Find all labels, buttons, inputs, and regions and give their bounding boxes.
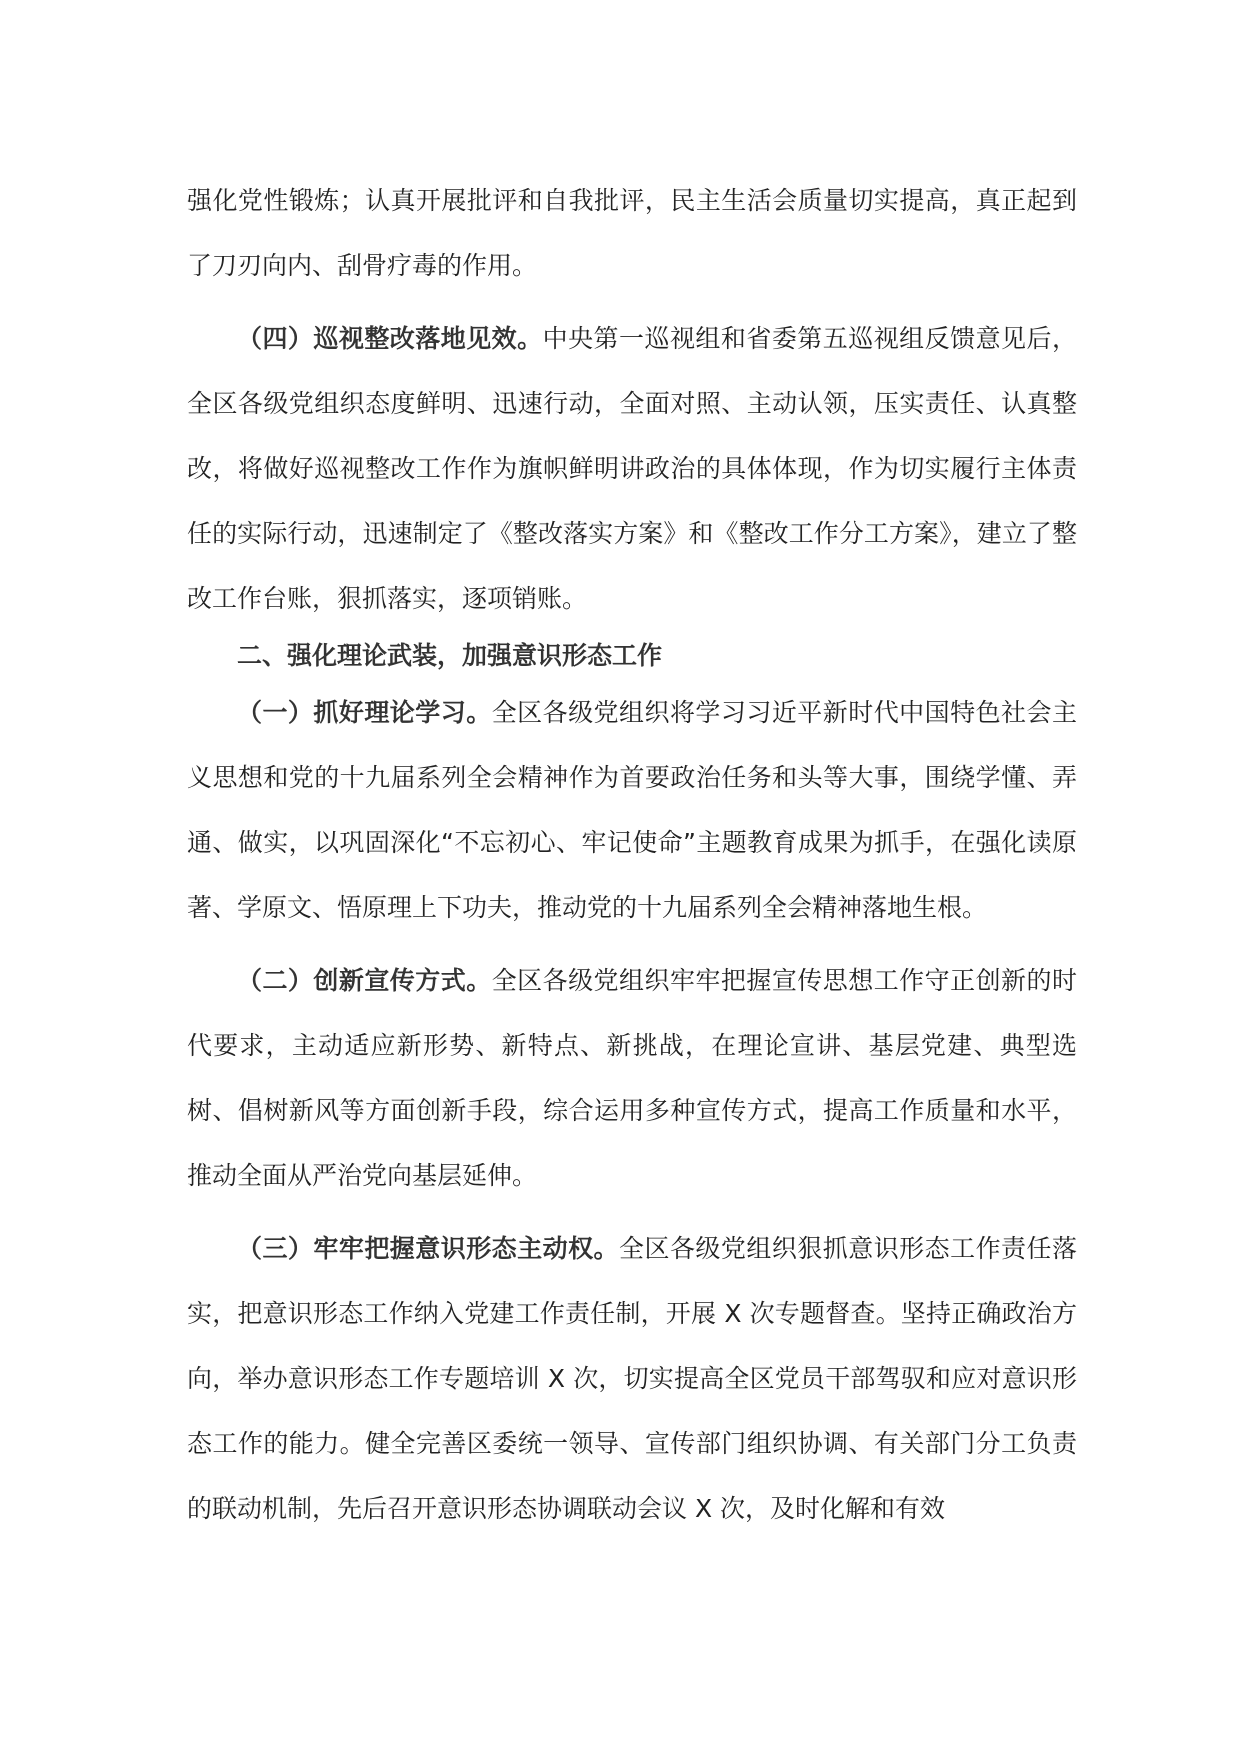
paragraph-publicity-innovation [187, 948, 1077, 1208]
document-page [187, 168, 1077, 1541]
paragraph-text: 全区各级党组织牢牢把握宣传思想工作守正创新的时代要求，主动适应新形势、新特点、新挑战，在理论宣讲、基层党建、典型选树、倡树新风等方面创新手段，综合运用多种宣传方式，提高工作质量和水平，推动全面从严治党向基层延伸。 [187, 966, 1077, 1190]
paragraph-text: 全区各级党组织将学习习近平新时代中国特色社会主义思想和党的十九届系列全会精神作为首要政治任务和头等大事，围绕学懂、弄通、做实，以巩固深化“不忘初心、牢记使命”主题教育成果为抓手，在强化读原著、学原文、悟原理上下功夫，推动党的十九届系列全会精神落地生根。 [187, 698, 1077, 922]
paragraph-lead: （三）牢牢把握意识形态主动权。 [237, 1234, 620, 1263]
paragraph-text: 全区各级党组织狠抓意识形态工作责任落实，把意识形态工作纳入党建工作责任制，开展 X 次专题督查。坚持正确政治方向，举办意识形态工作专题培训 X 次，切实提高全区党员干部驾驭和应对意识形态工作的能力。健全完善区委统一领导、宣传部门组织协调、有关部门分工负责的联动机制，先后召开意识形态协调联动会议 X 次，及时化解和有效 [187, 1234, 1077, 1523]
section-heading: 二、强化理论武装，加强意识形态工作 [237, 641, 663, 670]
paragraph-theory-study [187, 680, 1077, 940]
paragraph-text: 中央第一巡视组和省委第五巡视组反馈意见后，全区各级党组织态度鲜明、迅速行动，全面对照、主动认领，压实责任、认真整改，将做好巡视整改工作作为旗帜鲜明讲政治的具体体现，作为切实履行主体责任的实际行动，迅速制定了《整改落实方案》和《整改工作分工方案》，建立了整改工作台账，狠抓落实，逐项销账。 [187, 324, 1077, 613]
paragraph-continuation [187, 168, 1077, 298]
paragraph-lead: （二）创新宣传方式。 [237, 966, 492, 995]
paragraph-inspection-rectification [187, 306, 1077, 631]
paragraph-ideology-initiative [187, 1216, 1077, 1541]
paragraph-lead: （一）抓好理论学习。 [237, 698, 492, 727]
paragraph-text: 强化党性锻炼；认真开展批评和自我批评，民主生活会质量切实提高，真正起到了刀刃向内、刮骨疗毒的作用。 [187, 186, 1077, 280]
paragraph-lead: （四）巡视整改落地见效。 [237, 324, 543, 353]
